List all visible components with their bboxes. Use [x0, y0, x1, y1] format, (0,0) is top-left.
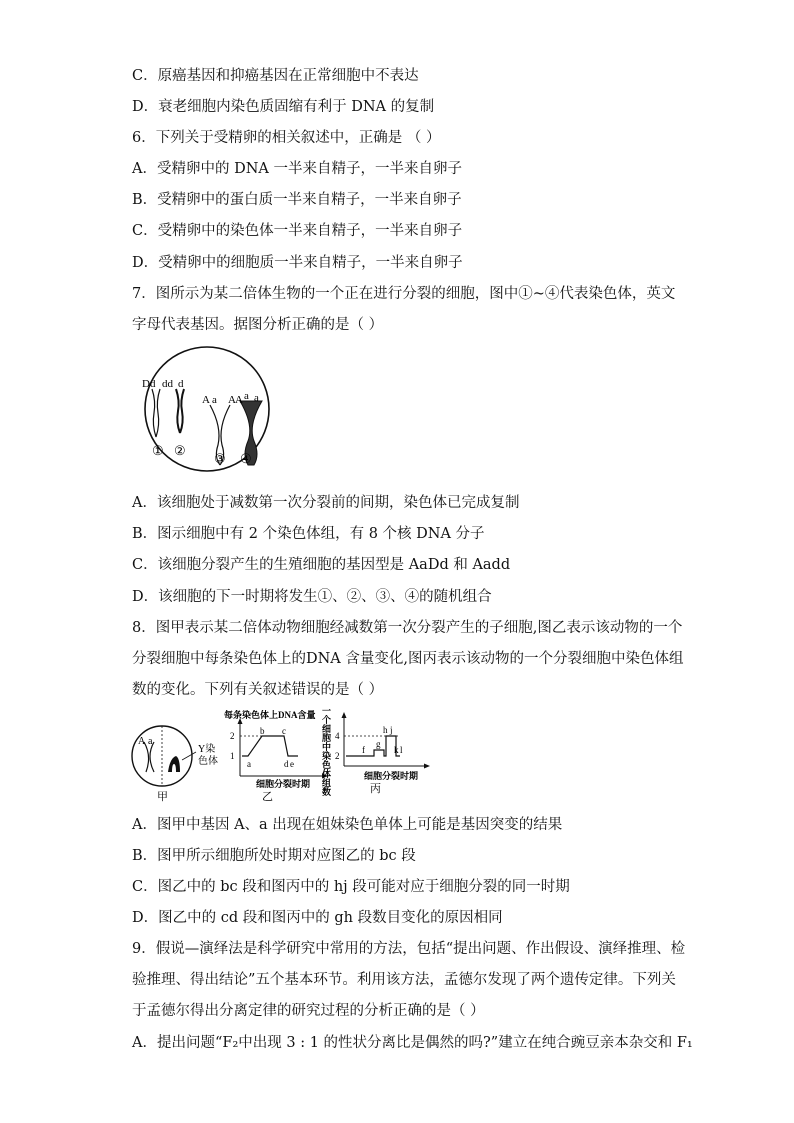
svg-text:体: 体 — [322, 769, 332, 779]
svg-text:染: 染 — [322, 751, 332, 761]
q8-stem-line1: 8．图甲表示某二倍体动物细胞经减数第一次分裂产生的子细胞,图乙表示该动物的一个 — [132, 620, 683, 636]
q7-option-a: A．该细胞处于减数第一次分裂前的间期，染色体已完成复制 — [132, 495, 520, 511]
gene-label-a: a — [148, 736, 153, 747]
tick-label-4: 4 — [335, 731, 340, 741]
chromosome-2 — [176, 389, 184, 433]
chromosome-1 — [152, 389, 160, 437]
q8-option-d: D．图乙中的 cd 段和图丙中的 gh 段数目变化的原因相同 — [132, 910, 503, 926]
gene-label-A: A — [138, 736, 146, 747]
q8-stem-line2: 分裂细胞中每条染色体上的DNA 含量变化,图丙表示该动物的一个分裂细胞中染色体组 — [132, 651, 684, 667]
q8-option-a: A．图甲中基因 A、a 出现在姐妹染色单体上可能是基因突变的结果 — [132, 817, 563, 833]
y-chromosome-label-2: 色体 — [198, 756, 218, 767]
q6-stem: 6．下列关于受精卵的相关叙述中，正确是 （ ） — [132, 130, 441, 146]
q9-option-a: A．提出问题“F₂中出现 3 : 1 的性状分离比是偶然的吗?”建立在纯合豌豆亲本杂交和 F₁ — [132, 1035, 693, 1051]
chromosome-number-2: ② — [174, 443, 186, 458]
point-label-l: l — [400, 745, 403, 755]
tick-label-2: 2 — [230, 731, 235, 741]
y-chromosome — [168, 756, 180, 772]
x-axis-label: 细胞分裂时期 — [256, 779, 311, 789]
q8-figure-yi — [222, 710, 330, 804]
gene-label-dd-1: Dd — [142, 378, 156, 390]
tick-label-2: 2 — [335, 751, 340, 761]
figure-caption-bing: 丙 — [370, 783, 381, 795]
gene-label-a1: a — [212, 394, 217, 406]
figure-caption-jia: 甲 — [157, 791, 168, 803]
q7-stem-line2: 字母代表基因。据图分析正确的是（ ） — [132, 317, 384, 333]
y-axis-label: 每条染色体上DNA含量 — [224, 710, 316, 720]
q7-option-b: B．图示细胞中有 2 个染色体组，有 8 个核 DNA 分子 — [132, 526, 485, 542]
q8-option-b: B．图甲所示细胞所处时期对应图乙的 bc 段 — [132, 848, 416, 864]
q7-option-c: C．该细胞分裂产生的生殖细胞的基因型是 AaDd 和 Aadd — [132, 557, 511, 573]
svg-text:一: 一 — [322, 706, 332, 716]
point-label-g: g — [376, 739, 381, 749]
chromosome-number-4: ④ — [240, 451, 252, 466]
q5-option-c: C．原癌基因和抑癌基因在正常细胞中不表达 — [132, 68, 419, 84]
svg-text:色: 色 — [322, 760, 332, 770]
gene-label-d: d — [178, 378, 184, 390]
q8-figure-jia — [130, 712, 228, 804]
q6-option-d: D．受精卵中的细胞质一半来自精子，一半来自卵子 — [132, 255, 463, 271]
y-chromosome-label-1: Y染 — [198, 744, 216, 755]
chromosome-number-1: ① — [152, 443, 164, 458]
chromosome-number-3: ③ — [214, 451, 226, 466]
x-axis-arrow — [424, 764, 430, 769]
q8-stem-line3: 数的变化。下列有关叙述错误的是（ ） — [132, 682, 384, 698]
gene-label-A1: A — [202, 394, 210, 406]
point-label-a: a — [247, 759, 251, 769]
y-axis-arrow — [342, 712, 347, 718]
q8-figure-bing — [320, 706, 432, 806]
svg-text:细: 细 — [322, 724, 332, 734]
gene-label-a2: a — [244, 390, 249, 402]
tick-label-1: 1 — [230, 751, 235, 761]
point-label-d: d — [284, 759, 289, 769]
q6-option-b: B．受精卵中的蛋白质一半来自精子，一半来自卵子 — [132, 192, 462, 208]
point-label-f: f — [362, 745, 365, 755]
q5-option-d: D．衰老细胞内染色质固缩有利于 DNA 的复制 — [132, 99, 435, 115]
point-label-k: k — [394, 745, 399, 755]
x-axis-label: 细胞分裂时期 — [364, 771, 419, 781]
point-label-j: j — [390, 725, 393, 735]
point-label-h: h — [383, 725, 388, 735]
point-label-e: e — [290, 759, 294, 769]
y-axis-label-vertical — [321, 706, 332, 797]
gene-label-A3: A — [235, 394, 243, 406]
chromosome-set-line — [346, 736, 400, 756]
q6-option-a: A．受精卵中的 DNA 一半来自精子，一半来自卵子 — [132, 161, 462, 177]
q7-option-d: D．该细胞的下一时期将发生①、②、③、④的随机组合 — [132, 589, 492, 605]
q9-stem-line3: 于孟德尔得出分离定律的研究过程的分析正确的是（ ） — [132, 1003, 485, 1019]
svg-text:组: 组 — [322, 778, 332, 788]
svg-text:个: 个 — [322, 715, 332, 725]
svg-text:数: 数 — [322, 787, 332, 797]
dna-content-line — [242, 736, 298, 756]
q9-stem-line1: 9．假说—演绎法是科学研究中常用的方法，包括“提出问题、作出假设、演绎推理、检 — [132, 941, 686, 957]
gene-label-dd-2: dd — [162, 378, 173, 390]
point-label-c: c — [282, 726, 286, 736]
gene-label-A2: A — [228, 394, 236, 406]
q6-option-c: C．受精卵中的染色体一半来自精子，一半来自卵子 — [132, 223, 463, 239]
svg-text:中: 中 — [322, 742, 332, 752]
gene-label-a3: a — [254, 392, 259, 404]
q9-stem-line2: 验推理、得出结论”五个基本环节。利用该方法，孟德尔发现了两个遗传定律。下列关 — [132, 972, 676, 988]
q8-option-c: C．图乙中的 bc 段和图丙中的 hj 段可能对应于细胞分裂的同一时期 — [132, 879, 570, 895]
pointer-line — [182, 752, 196, 760]
point-label-b: b — [260, 726, 265, 736]
q7-stem-line1: 7．图所示为某二倍体生物的一个正在进行分裂的细胞，图中①~④代表染色体，英文 — [132, 286, 676, 302]
svg-text:胞: 胞 — [322, 733, 332, 743]
q7-cell-figure — [132, 345, 282, 473]
figure-caption-yi: 乙 — [262, 791, 273, 803]
